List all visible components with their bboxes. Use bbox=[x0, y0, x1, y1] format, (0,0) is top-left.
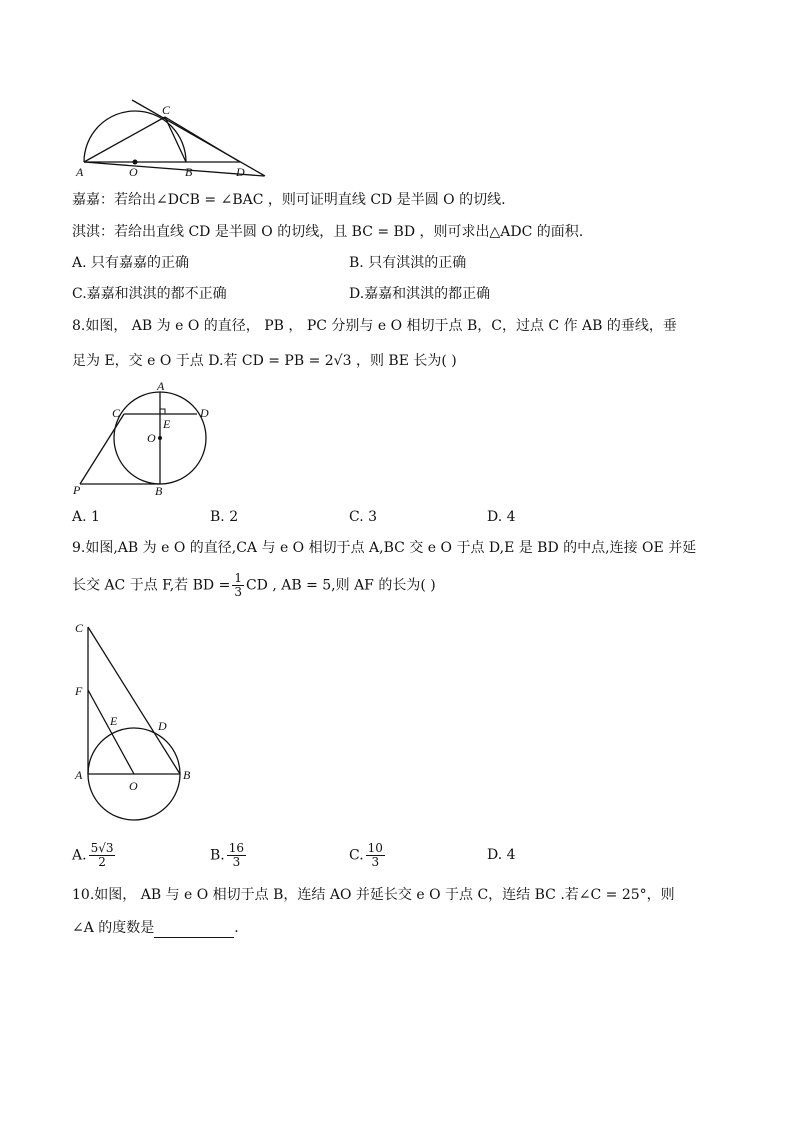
q9-option-c-label: C. bbox=[349, 847, 364, 864]
q7-option-a[interactable]: A. 只有嘉嘉的正确 bbox=[72, 255, 190, 271]
q9-option-a[interactable] bbox=[72, 842, 117, 869]
label-O: O bbox=[129, 165, 138, 179]
q10-line2 bbox=[72, 918, 239, 938]
q9-line1: 9.如图,AB 为 e O 的直径,CA 与 e O 相切于点 A,BC 交 e O 于点 D,E 是 BD 的中点,连接 OE 并延 bbox=[72, 540, 697, 556]
q8-label-E: E bbox=[163, 417, 171, 431]
q8-label-D: D bbox=[200, 406, 209, 420]
q8-label-P: P bbox=[73, 483, 81, 497]
q9-label-F: F bbox=[75, 684, 83, 698]
q8-option-c[interactable]: C. 3 bbox=[349, 509, 378, 525]
q9-line2-a: 长交 AC 于点 F,若 BD = bbox=[72, 577, 231, 594]
q8-label-B: B bbox=[155, 484, 163, 498]
q9-label-E: E bbox=[110, 714, 118, 728]
q9-option-b-den: 3 bbox=[232, 855, 241, 869]
label-B: B bbox=[185, 165, 193, 179]
q8-option-d[interactable]: D. 4 bbox=[487, 509, 516, 525]
q10-line2-text: ∠A 的度数是 bbox=[72, 920, 155, 936]
q8-line2: 足为 E，交 e O 于点 D.若 CD = PB = 2√3 ，则 BE 长为( ) bbox=[72, 353, 457, 369]
q7-qiqi: 淇淇：若给出直线 CD 是半圆 O 的切线，且 BC = BD ，则可求出△ADC 的面积. bbox=[72, 224, 584, 240]
q10-answer-blank[interactable] bbox=[154, 923, 234, 938]
q9-label-O: O bbox=[129, 779, 138, 793]
q9-label-C: C bbox=[75, 621, 84, 635]
label-D: D bbox=[236, 165, 245, 179]
q9-option-a-num: 5√3 bbox=[90, 841, 114, 855]
q9-option-a-label: A. bbox=[72, 847, 87, 864]
q8-label-O: O bbox=[147, 431, 156, 445]
label-A: A bbox=[76, 165, 84, 179]
label-C: C bbox=[162, 103, 171, 117]
q8-line1: 8.如图， AB 为 e O 的直径， PB ， PC 分别与 e O 相切于点 B，C，过点 C 作 AB 的垂线，垂 bbox=[72, 318, 677, 334]
q7-option-d[interactable]: D.嘉嘉和淇淇的都正确 bbox=[349, 286, 491, 302]
q8-option-a[interactable]: A. 1 bbox=[72, 509, 100, 525]
q8-label-C: C bbox=[112, 406, 121, 420]
q7-option-b[interactable]: B. 只有淇淇的正确 bbox=[349, 255, 467, 271]
q9-option-c-frac bbox=[366, 842, 385, 869]
q9-label-D: D bbox=[158, 719, 167, 733]
q9-option-a-den: 2 bbox=[98, 855, 106, 869]
q9-line2-b: CD , AB = 5,则 AF 的长为( ) bbox=[245, 577, 436, 594]
q9-frac-num: 1 bbox=[234, 571, 242, 585]
q9-line-CB bbox=[88, 627, 180, 774]
q9-option-d[interactable]: D. 4 bbox=[487, 847, 516, 863]
q9-option-b-frac bbox=[227, 842, 246, 869]
q9-label-B: B bbox=[183, 768, 191, 782]
q9-option-c-den: 3 bbox=[371, 855, 380, 869]
q8-label-A: A bbox=[157, 379, 165, 393]
q8-option-b[interactable]: B. 2 bbox=[210, 509, 239, 525]
q10-period: . bbox=[234, 920, 239, 936]
q9-option-c[interactable] bbox=[349, 842, 387, 869]
q9-option-b-label: B. bbox=[210, 847, 225, 864]
q10-line1: 10.如图， AB 与 e O 相切于点 B，连结 AO 并延长交 e O 于点 C，连结 BC .若∠C = 25°，则 bbox=[72, 887, 675, 903]
q9-frac-den: 3 bbox=[234, 585, 242, 599]
q9-label-A: A bbox=[75, 768, 83, 782]
q9-option-c-num: 10 bbox=[367, 841, 383, 855]
q9-option-a-frac bbox=[89, 842, 116, 869]
q9-option-b[interactable] bbox=[210, 842, 248, 869]
q9-option-b-num: 16 bbox=[228, 841, 245, 855]
q7-option-c[interactable]: C.嘉嘉和淇淇的都不正确 bbox=[72, 286, 227, 302]
q9-line-FO bbox=[88, 690, 134, 774]
q7-jiajia: 嘉嘉：若给出∠DCB = ∠BAC ，则可证明直线 CD 是半圆 O 的切线. bbox=[72, 192, 506, 208]
